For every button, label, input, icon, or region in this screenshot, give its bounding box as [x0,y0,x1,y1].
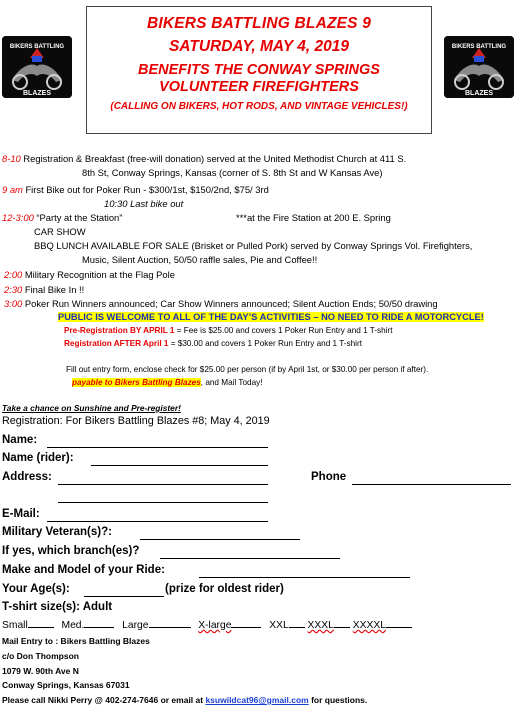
schedule-time: 2:30 [4,284,23,295]
rider-name-label: Name (rider): [2,452,74,464]
public-welcome-banner [58,311,484,323]
size-option-xxxxl[interactable]: XXXXL [353,620,412,631]
age-label: Your Age(s): [2,583,70,595]
schedule-item-first-bike [2,184,269,196]
contact-email-link[interactable]: ksuwildcat96@gmail.com [205,695,309,705]
mail-entry-line-2: c/o Don Thompson [2,651,79,661]
late-registration-fee [64,338,362,350]
branch-field[interactable] [160,558,340,559]
size-option-small[interactable]: Small [2,620,54,631]
payable-instructions [72,377,263,389]
schedule-item-military [4,269,175,281]
schedule-item-final-bike [4,284,84,296]
public-welcome-text: PUBLIC IS WELCOME TO ALL OF THE DAY’S ACTIVITIES – NO NEED TO RIDE A MOTORCYCLE! [58,312,484,322]
name-field[interactable] [47,447,268,448]
pre-registration-label: Pre-Registration BY APRIL 1 [64,326,175,335]
registration-form-title: Registration: For Bikers Battling Blazes #8; May 4, 2019 [2,415,270,427]
schedule-item-breakfast [2,153,406,165]
pre-registration-text: = Fee is $25.00 and covers 1 Poker Run Entry and 1 T-shirt [174,326,393,335]
age-field[interactable] [84,596,164,597]
svg-text:BIKERS BATTLING: BIKERS BATTLING [9,44,65,50]
schedule-text: Military Recognition at the Flag Pole [22,269,175,280]
late-registration-label: Registration AFTER April 1 [64,339,169,348]
branch-label: If yes, which branch(es)? [2,545,140,557]
schedule-text: Final Bike In !! [22,284,85,295]
benefits-line-2: VOLUNTEER FIREFIGHTERS [159,79,359,95]
rider-name-field[interactable] [91,465,268,466]
size-option-large[interactable]: Large [122,620,190,631]
bbq-lunch-text: BBQ LUNCH AVAILABLE FOR SALE (Brisket or Pulled Pork) served by Conway Springs Vol. Firefighters, [34,240,473,251]
size-option-xxxl[interactable]: XXXL [308,620,350,631]
size-option-xxl[interactable]: XXL [269,620,304,631]
military-veteran-label: Military Veteran(s)?: [2,526,112,538]
military-veteran-field[interactable] [140,539,300,540]
size-option-med[interactable]: Med. [62,620,115,631]
schedule-time: 2:00 [4,269,23,280]
mail-today-text: , and Mail Today! [200,378,263,387]
age-prize-note: (prize for oldest rider) [165,583,284,595]
contact-line [2,693,367,707]
email-label: E-Mail: [2,508,40,520]
schedule-time: 9 am [2,184,23,195]
address-field-line-2[interactable] [58,502,268,503]
tshirt-size-label: T-shirt size(s): Adult [2,601,113,613]
contact-text-end: for questions. [308,695,368,705]
ride-make-model-field[interactable] [199,577,410,578]
svg-text:BIKERS BATTLING: BIKERS BATTLING [451,44,507,50]
schedule-time: 3:00 [4,298,23,309]
tshirt-size-options [2,619,412,632]
pre-registration-fee [64,325,393,337]
email-field[interactable] [47,521,268,522]
event-title: BIKERS BATTLING BLAZES 9 [146,15,372,32]
party-location: ***at the Fire Station at 200 E. Spring [236,212,391,223]
schedule-item-winners [4,298,438,310]
schedule-item-last-bike: 10:30 Last bike out [104,198,184,209]
pre-register-tagline: Take a chance on Sunshine and Pre-register! [2,403,181,413]
mail-entry-line-4: Conway Springs, Kansas 67031 [2,680,130,690]
schedule-text: Poker Run Winners announced; Car Show Winners announced; Silent Auction Ends; 50/50 drawing [22,298,438,309]
schedule-text: Registration & Breakfast (free-will donation) served at the United Methodist Church at 411 S. [20,153,407,164]
schedule-time: 8-10 [2,153,21,164]
mail-entry-line-3: 1079 W. 90th Ave N [2,666,79,676]
size-option-xlarge[interactable]: X-large [198,620,261,631]
schedule-item-party [2,212,122,224]
benefits-line-1: BENEFITS THE CONWAY SPRINGS [138,62,380,78]
schedule-item-breakfast-location: 8th St, Conway Springs, Kansas (corner of S. 8th St and W Kansas Ave) [82,167,383,178]
phone-label: Phone [311,471,347,483]
address-field[interactable] [58,484,268,485]
schedule-time: 12-3:00 [2,212,34,223]
event-logo-right [444,36,514,98]
payable-to-highlight: payable to Bikers Battling Blazes [72,378,201,387]
music-auction-text: Music, Silent Auction, 50/50 raffle sales, Pie and Coffee!! [82,254,318,265]
event-date: SATURDAY, MAY 4, 2019 [168,38,350,55]
event-header-box [86,6,432,134]
name-label: Name: [2,434,38,446]
schedule-text: First Bike out for Poker Run - $300/1st, $150/2nd, $75/ 3rd [22,184,269,195]
ride-make-model-label: Make and Model of your Ride: [2,564,165,576]
fill-out-instructions: Fill out entry form, enclose check for $25.00 per person (if by April 1st, or $30.00 per person if after). [66,365,429,374]
svg-text:BLAZES: BLAZES [23,90,51,97]
mail-entry-line-1: Mail Entry to : Bikers Battling Blazes [2,636,150,646]
late-registration-text: = $30.00 and covers 1 Poker Run Entry and 1 T-shirt [168,339,362,348]
contact-text: Please call Nikki Perry @ 402-274-7646 or email at [2,695,206,705]
address-label: Address: [2,471,52,483]
calling-note: (CALLING ON BIKERS, HOT RODS, AND VINTAGE VEHICLES!) [110,101,408,112]
car-show-label: CAR SHOW [34,226,86,237]
phone-field[interactable] [352,484,511,485]
schedule-text: “Party at the Station” [33,212,123,223]
event-logo-left [2,36,72,98]
svg-text:BLAZES: BLAZES [465,90,493,97]
